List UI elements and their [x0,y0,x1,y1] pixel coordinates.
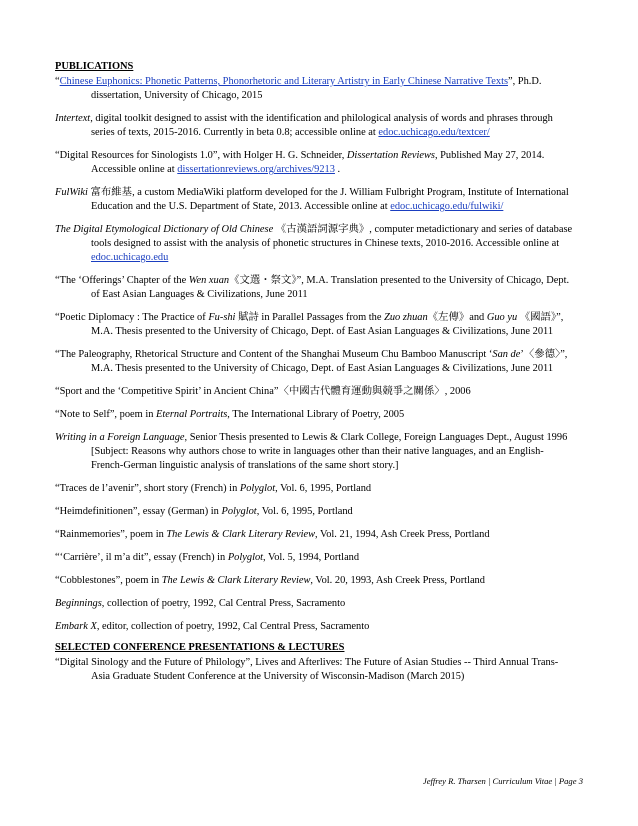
entry-link[interactable]: edoc.uchicago.edu/textcer/ [378,127,490,138]
entry-text: “Heimdefinitionen”, essay (German) in [55,506,222,517]
entry-title: Dissertation Reviews [346,150,435,161]
publication-entry [55,528,575,542]
publication-entry [55,574,575,588]
entry-title: Zuo zhuan [384,312,428,323]
publication-entry [55,223,575,265]
publication-entry [55,112,575,140]
publication-entry [55,274,575,302]
entry-text: , Vol. 6, 1995, Portland [256,506,353,517]
entry-text: , Vol. 21, 1994, Ash Creek Press, Portland [315,529,490,540]
entry-text: , Vol. 6, 1995, Portland [275,483,372,494]
publication-entry [55,75,575,103]
entry-text: 賦詩 in Parallel Passages from the [235,312,385,323]
entry-text: 《左傳》and [427,312,487,323]
entry-text: “Traces de l’avenir”, short story (French) in [55,483,240,494]
entry-title: The Lewis & Clark Literary Review [166,529,316,540]
publication-entry [55,311,575,339]
cv-page [55,60,575,693]
entry-text: . [334,164,341,175]
entry-text: “Sport and the ‘Competitive Spirit’ in Ancient China”〈中國古代體育運動與競爭之關係〉, 2006 [55,386,471,397]
entry-link[interactable]: Chinese Euphonics: Phonetic Patterns, Phonorhetoric and Literary Artistry in Early Chinese Narrative Texts [59,76,508,87]
publication-entry [55,431,575,473]
publication-entry [55,348,575,376]
entry-link[interactable]: edoc.uchicago.edu [91,252,169,263]
entry-title: Intertext [55,113,91,124]
entry-text: “Digital Sinology and the Future of Philology”, Lives and Afterlives: The Future of Asian Studies -- Third Annual Trans-Asia Graduate Student Conference at the University of Wisconsin-Madison (March 2015) [55,657,559,682]
publication-entry [55,408,575,422]
entry-title: The Lewis & Clark Literary Review [161,575,311,586]
entry-text: , The International Library of Poetry, 2005 [227,409,405,420]
entry-text: ’〈參德〉”, M.A. Thesis presented to the University of Chicago, Dept. of East Asian Languages & Civilizations, June 2011 [91,349,568,374]
publication-entry [55,186,575,214]
publication-entry [55,149,575,177]
conference-entry [55,656,575,684]
entry-text: “Digital Resources for Sinologists 1.0”, with Holger H. G. Schneider, [55,150,347,161]
publication-entry [55,505,575,519]
entry-text: , Senior Thesis presented to Lewis & Clark College, Foreign Languages Dept., August 1996 [Subject: Reasons why authors chose to write in languages other than their native languages, and an English-French-German linguistic analysis of translations of the same short story.] [91,432,568,471]
entry-text: “The Paleography, Rhetorical Structure and Content of the Shanghai Museum Chu Bamboo Manuscript ‘ [55,349,493,360]
publication-entry [55,597,575,611]
entry-text: , Vol. 20, 1993, Ash Creek Press, Portland [310,575,485,586]
entry-text: , digital toolkit designed to assist with the identification and philological analysis of words and phrases through series of texts, 2015-2016. Currently in beta 0.8; accessible online at [90,113,553,138]
section-heading-conferences: SELECTED CONFERENCE PRESENTATIONS & LECTURES [55,642,345,653]
entry-title: Polyglot [221,506,257,517]
entry-text: , Published May 27, 2014. Accessible online at [91,150,545,175]
entry-text: , Vol. 5, 1994, Portland [263,552,360,563]
entry-text: “The ‘Offerings’ Chapter of the [55,275,189,286]
entry-title: Eternal Portraits [156,409,228,420]
publication-entry [55,620,575,634]
entry-title: Polyglot [239,483,276,494]
entry-title: Wen xuan [188,275,230,286]
entry-title: Fu-shi [208,312,236,323]
entry-text: 《國語》”, M.A. Thesis presented to the University of Chicago, Dept. of East Asian Languages & Civilizations, June 2011 [91,312,564,337]
entry-title: Writing in a Foreign Language [55,432,185,443]
entry-text: “Poetic Diplomacy : The Practice of [55,312,209,323]
entry-text: 富布維基, a custom MediaWiki platform developed for the J. William Fulbright Program, Institute of International Education and the U.S. Department of State, 2013. Accessible online at [87,187,569,212]
entry-text: , collection of poetry, 1992, Cal Central Press, Sacramento [101,598,346,609]
entry-text: “Rainmemories”, poem in [55,529,167,540]
entry-title: San de [492,349,521,360]
entry-title: FulWiki [55,187,88,198]
entry-text: “‘Carrière’, il m’a dit”, essay (French) in [55,552,228,563]
entry-title: Embark X [55,621,97,632]
entry-title: Polyglot [227,552,264,563]
page-footer: Jeffrey R. Tharsen | Curriculum Vitae | Page 3 [422,776,583,786]
publication-entry [55,385,575,399]
entry-text: “ [55,76,60,87]
section-heading-publications: PUBLICATIONS [55,61,134,72]
entry-text: 《古漢語詞源字典》, computer metadictionary and series of database tools designed to assist with the analysis of phonetic structures in Chinese texts, 2010-2016. Accessible online at [91,224,573,249]
entry-link[interactable]: dissertationreviews.org/archives/9213 [177,164,335,175]
entry-text: , editor, collection of poetry, 1992, Cal Central Press, Sacramento [96,621,370,632]
publication-entry [55,551,575,565]
entry-text: “Note to Self”, poem in [55,409,156,420]
entry-title: Guo yu [486,312,518,323]
publication-entry [55,482,575,496]
entry-link[interactable]: edoc.uchicago.edu/fulwiki/ [390,201,504,212]
entry-text: ”, Ph.D. dissertation, University of Chicago, 2015 [91,76,542,101]
entry-text: “Cobblestones”, poem in [55,575,162,586]
entry-text: 《文選・祭文》”, M.A. Translation presented to the University of Chicago, Dept. of East Asian Languages & Civilizations, June 2011 [91,275,570,300]
entry-title: The Digital Etymological Dictionary of Old Chinese [55,224,274,235]
entry-title: Beginnings [55,598,102,609]
